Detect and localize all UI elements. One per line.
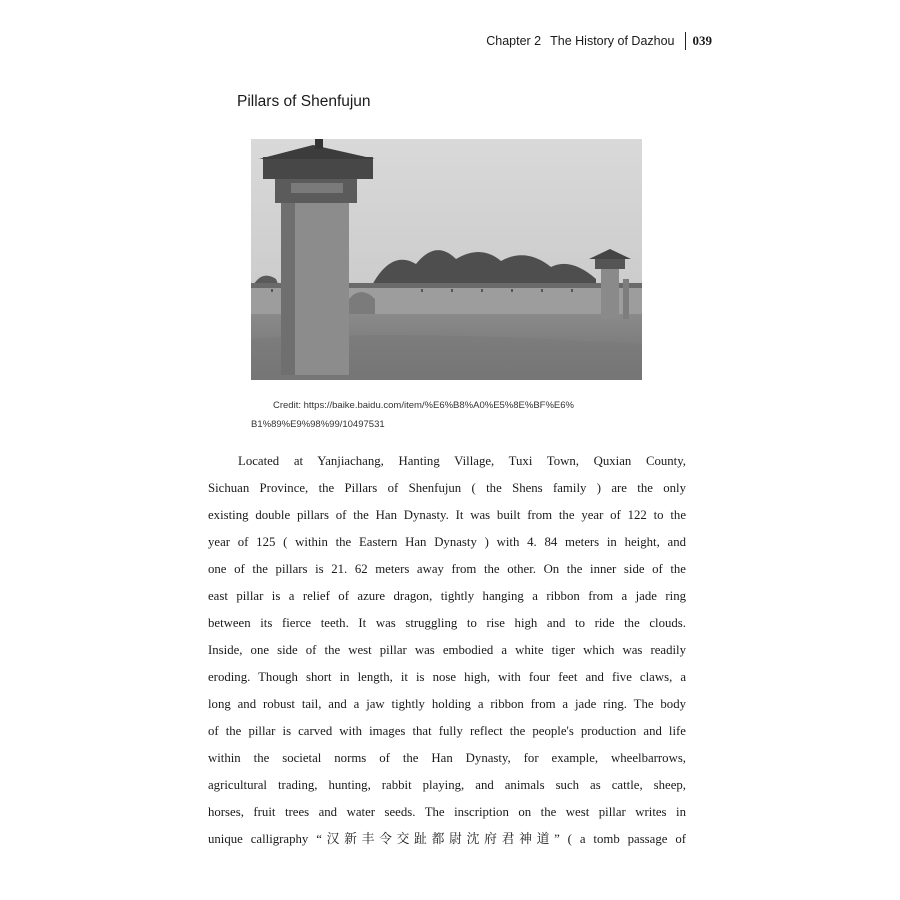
paragraph-line: Sichuan Province, the Pillars of Shenfujun ( the Shens family ) are the only (208, 481, 686, 495)
paragraph-line: Inside, one side of the west pillar was embodied a white tiger which was readily (208, 643, 686, 657)
paragraph-line: Located at Yanjiachang, Hanting Village, Tuxi Town, Quxian County, (238, 454, 686, 468)
paragraph-line: one of the pillars is 21. 62 meters away from the other. On the inner side of the (208, 562, 686, 576)
paragraph-line: long and robust tail, and a jaw tightly holding a ribbon from a jade ring. The body (208, 697, 686, 711)
credit-line-1: Credit: https://baike.baidu.com/item/%E6%B8%A0%E5%8E%BF%E6% (273, 400, 574, 411)
paragraph-line: horses, fruit trees and water seeds. The inscription on the west pillar writes in (208, 805, 686, 819)
chapter-label: Chapter 2 (486, 34, 542, 48)
paragraph-line: year of 125 ( within the Eastern Han Dynasty ) with 4. 84 meters in height, and (208, 535, 686, 549)
book-title: The History of Dazhou (550, 34, 675, 48)
running-header (486, 32, 712, 50)
credit-line-2: B1%89%E9%98%99/10497531 (251, 419, 385, 430)
paragraph-line: of the pillar is carved with images that fully reflect the people's production and life (208, 724, 686, 738)
body-paragraph (208, 448, 686, 853)
figure-credit (251, 396, 671, 434)
page-number: 039 (692, 33, 712, 48)
paragraph-line: east pillar is a relief of azure dragon, tightly hanging a ribbon from a jade ring (208, 589, 686, 603)
section-title: Pillars of Shenfujun (237, 93, 371, 110)
paragraph-line: eroding. Though short in length, it is nose high, with four feet and five claws, a (208, 670, 686, 684)
paragraph-line: unique calligraphy “汉新丰令交趾都尉沈府君神道” ( a tomb passage of (208, 832, 686, 846)
paragraph-line: within the societal norms of the Han Dynasty, for example, wheelbarrows, (208, 751, 686, 765)
header-divider (685, 32, 686, 50)
paragraph-line: existing double pillars of the Han Dynasty. It was built from the year of 122 to the (208, 508, 686, 522)
paragraph-line: agricultural trading, hunting, rabbit playing, and animals such as cattle, sheep, (208, 778, 686, 792)
paragraph-line: between its fierce teeth. It was struggling to rise high and to ride the clouds. (208, 616, 686, 630)
pillars-photo (251, 139, 642, 380)
